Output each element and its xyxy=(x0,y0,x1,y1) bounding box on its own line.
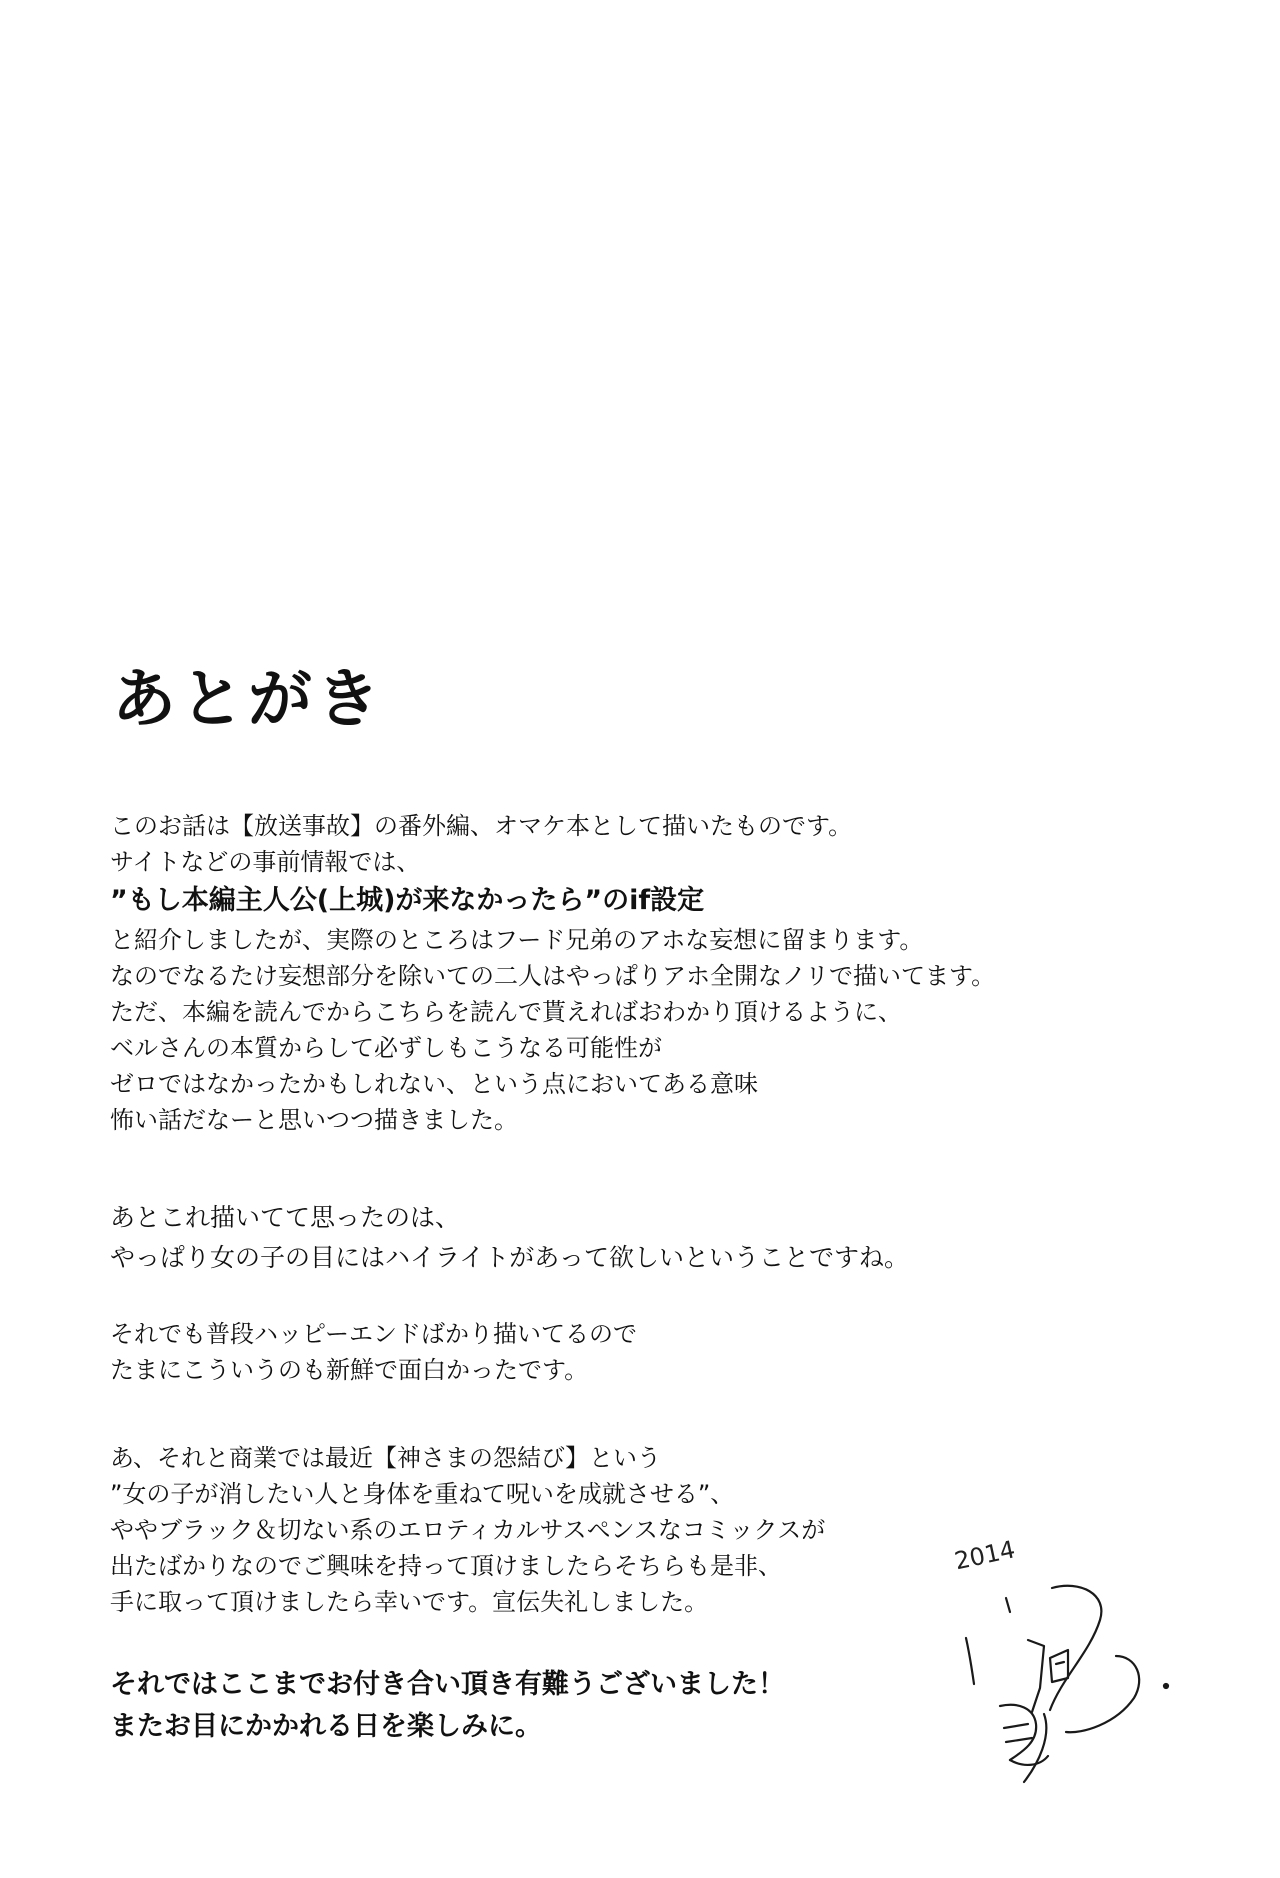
text-line: ゼロではなかったかもしれない、という点においてある意味 xyxy=(110,1070,758,1098)
text-line: やっぱり女の子の目にはハイライトがあって欲しいということですね。 xyxy=(110,1243,910,1272)
text-line: ただ、本編を読んでからこちらを読んで貰えればおわかり頂けるように、 xyxy=(110,998,902,1026)
text-line: それでも普段ハッピーエンドばかり描いてるので xyxy=(110,1320,638,1348)
text-line: ”女の子が消したい人と身体を重ねて呪いを成就させる”、 xyxy=(110,1480,735,1508)
text-line: 怖い話だなーと思いつつ描きました。 xyxy=(110,1106,518,1134)
paragraph-promotion xyxy=(110,1440,825,1620)
text-line: またお目にかかれる日を楽しみに。 xyxy=(110,1711,542,1742)
signature-scribble-icon xyxy=(940,1528,1180,1828)
paragraph-intro xyxy=(110,808,995,1138)
paragraph-happy-end xyxy=(110,1316,637,1388)
text-line: このお話は【放送事故】の番外編、オマケ本として描いたものです。 xyxy=(110,812,853,840)
text-line: あ、それと商業では最近【神さまの怨結び】という xyxy=(110,1444,662,1472)
text-line: あとこれ描いてて思ったのは、 xyxy=(110,1203,461,1232)
text-line: と紹介しましたが、実際のところはフード兄弟のアホな妄想に留まります。 xyxy=(110,926,924,954)
text-line: ややブラック＆切ない系のエロティカルサスペンスなコミックスが xyxy=(110,1516,826,1544)
text-line: なのでなるたけ妄想部分を除いての二人はやっぱりアホ全開なノリで描いてます。 xyxy=(110,962,996,990)
signature-year: 2014 xyxy=(952,1535,1018,1576)
paragraph-highlight xyxy=(110,1198,909,1278)
afterword-title: あとがき xyxy=(112,663,384,737)
author-signature xyxy=(940,1528,1180,1828)
text-line: 出たばかりなのでご興味を持って頂けましたらそちらも是非、 xyxy=(110,1552,782,1580)
text-line: それではここまでお付き合い頂き有難うございました！ xyxy=(110,1669,785,1700)
text-line: たまにこういうのも新鮮で面白かったです。 xyxy=(110,1356,589,1384)
paragraph-closing xyxy=(110,1664,785,1748)
text-line: 手に取って頂けましたら幸いです。宣伝失礼しました。 xyxy=(110,1588,709,1616)
text-line: ベルさんの本質からして必ずしもこうなる可能性が xyxy=(110,1034,662,1062)
text-line-emphasis: ”もし本編主人公(上城)が来なかったら”のif設定 xyxy=(110,885,705,916)
text-line: サイトなどの事前情報では、 xyxy=(110,848,421,876)
